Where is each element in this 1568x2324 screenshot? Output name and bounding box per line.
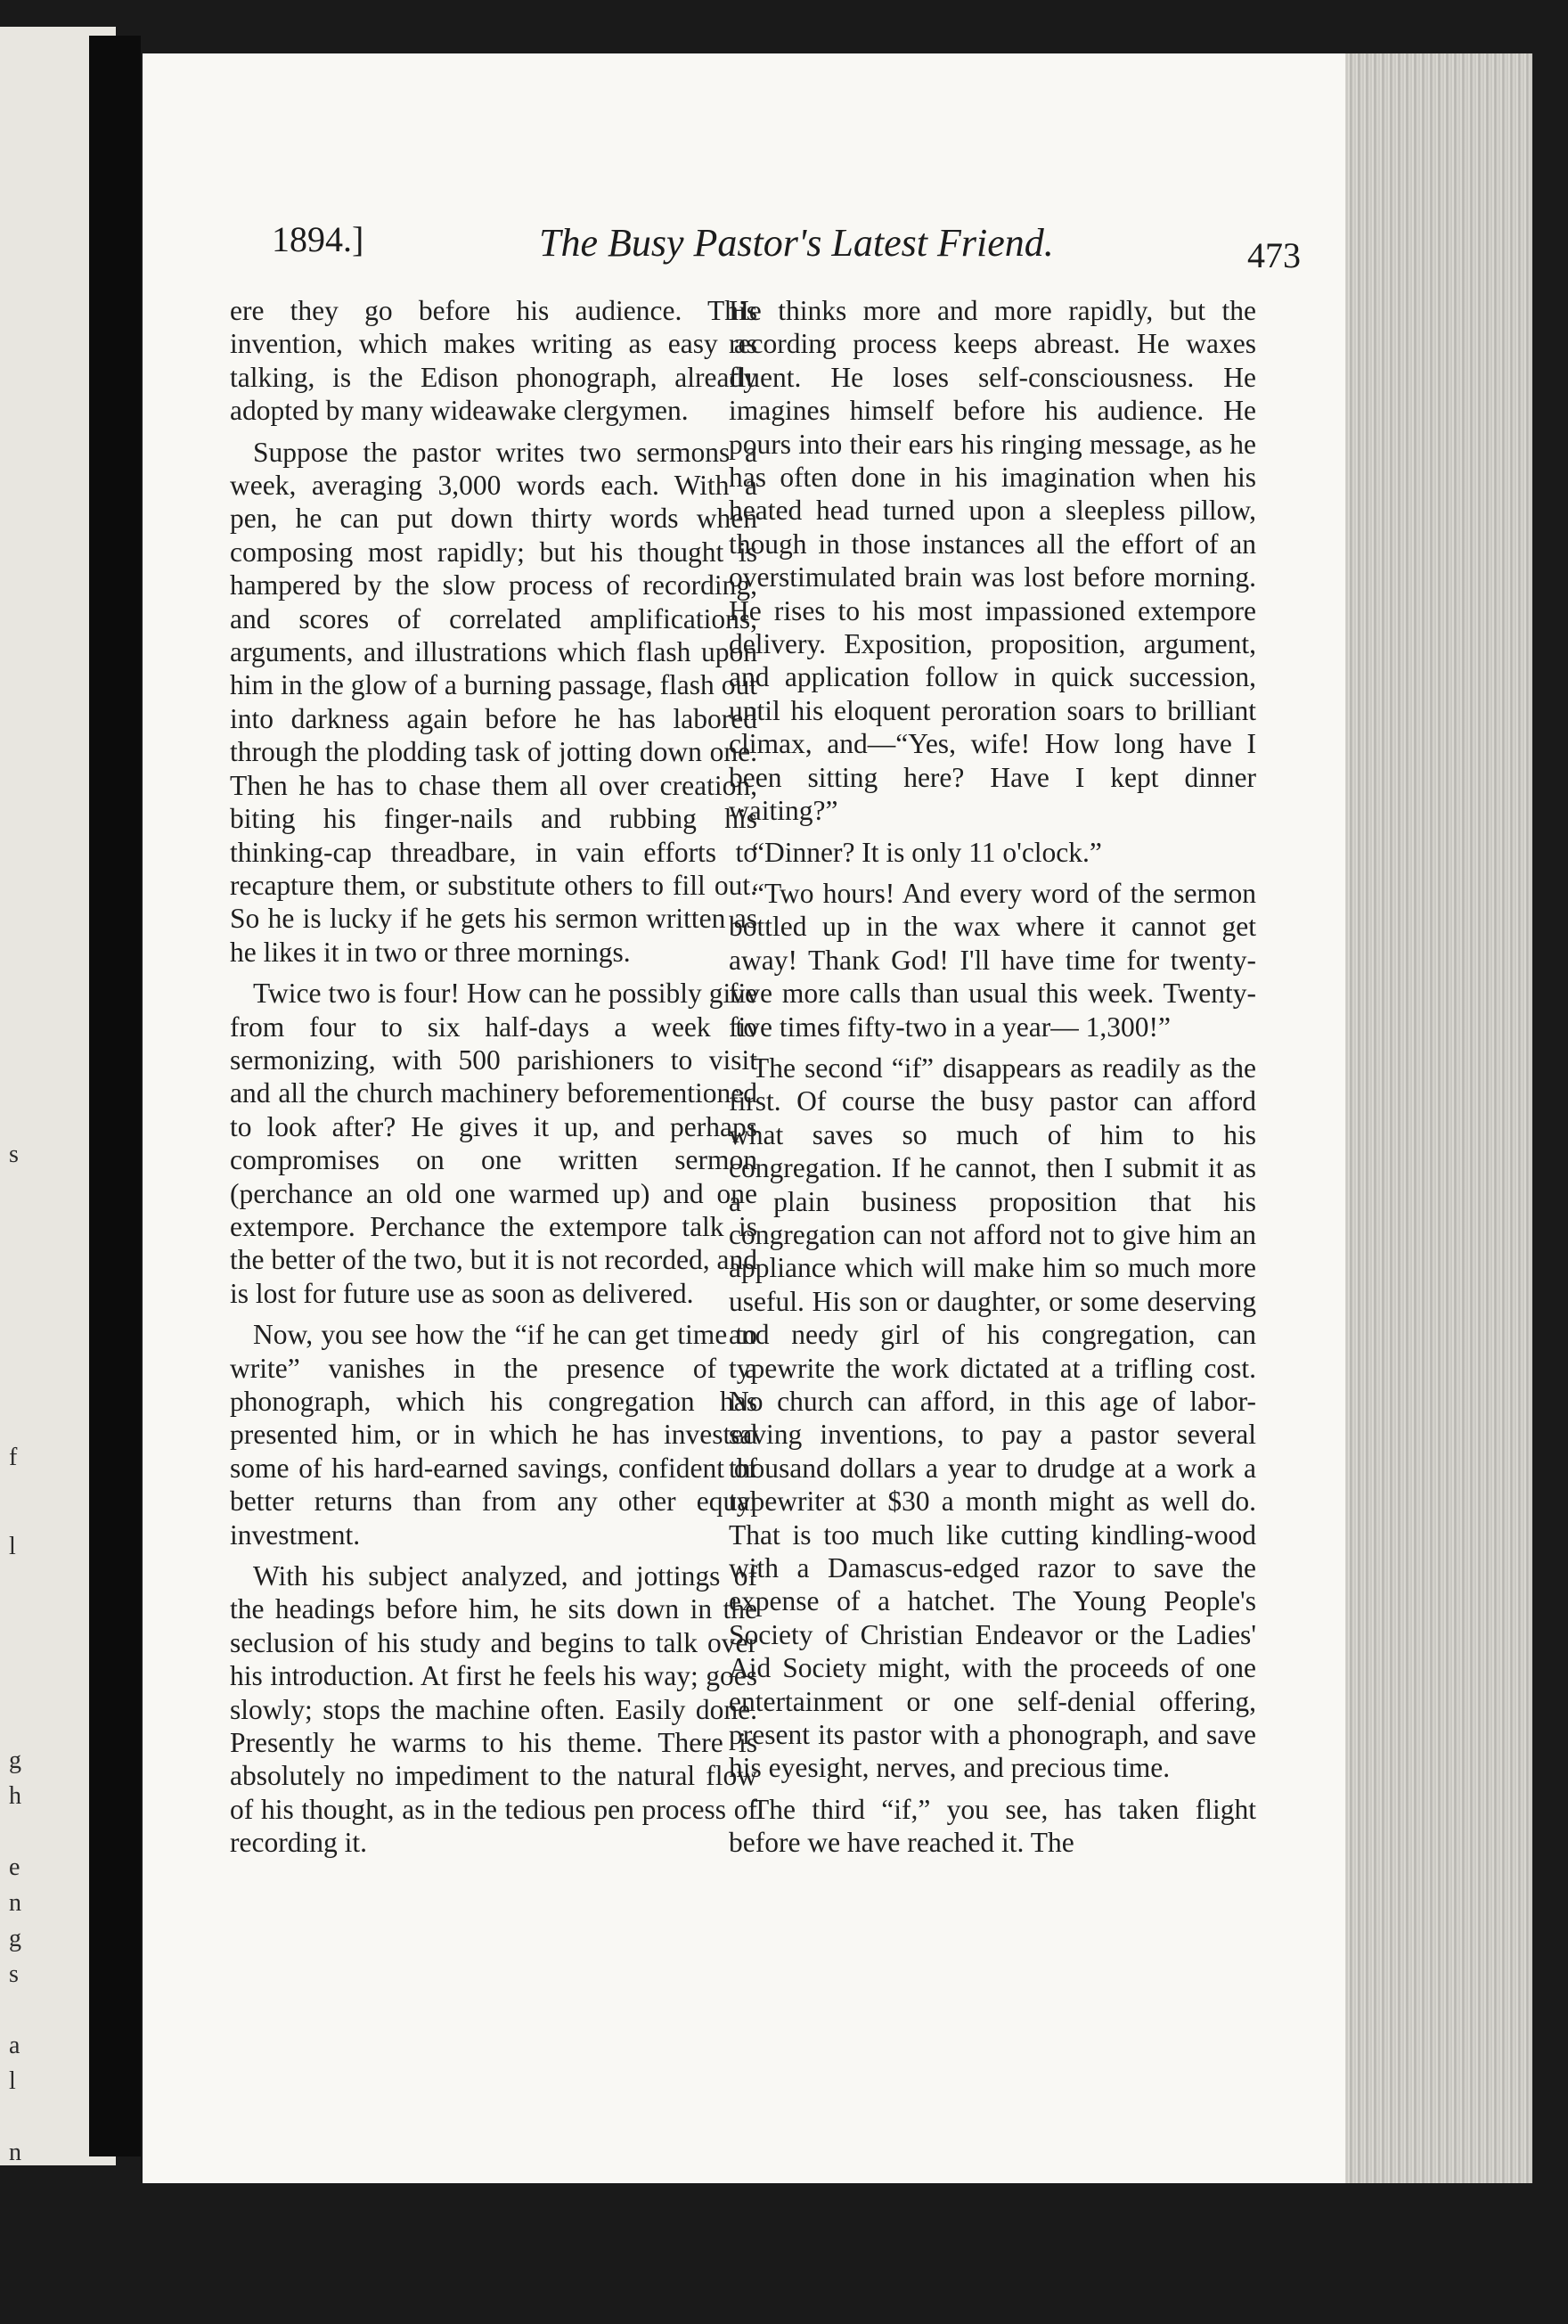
margin-fragment: g (9, 1747, 21, 1774)
paragraph: “Two hours! And every word of the sermon bottled up in the wax where it cannot get away! Thank God! I'll have time for twenty-five more calls than usual this week. Twenty-five times fifty-two in a year— 1,300!” (729, 877, 1256, 1043)
margin-fragment: n (9, 2139, 21, 2166)
right-text-column (729, 294, 1256, 1868)
margin-fragment: h (9, 1782, 21, 1810)
margin-fragment: n (9, 1889, 21, 1917)
margin-fragment: e (9, 1853, 20, 1881)
paragraph: He thinks more and more rapidly, but the recording process keeps abreast. He waxes fluent. He loses self-consciousness. He imagines himself before his audience. He pours into their ears his ringing message, as he has often done in his imagination when his heated head turned upon a sleepless pillow, though in those instances all the effort of an overstimulated brain was lost before morning. He rises to his most impassioned extempore delivery. Exposition, proposition, argument, and application follow in quick succession, until his eloquent peroration soars to brilliant climax, and—“Yes, wife! How long have I been sitting here? Have I kept dinner waiting?” (729, 295, 1256, 827)
paragraph: Suppose the pastor writes two sermons a week, averaging 3,000 words each. With a pen, he can put down thirty words when composing most rapidly; but his thought is hampered by the slow process of recording, and scores of correlated amplifications, arguments, and illustrations which flash upon him in the glow of a burning passage, flash out into darkness again before he has labored through the plodding task of jotting down one. Then he has to chase them all over creation, biting his finger-nails and rubbing his thinking-cap threadbare, in vain efforts to recapture them, or substitute others to fill out. So he is lucky if he gets his sermon written as he likes it in two or three mornings. (230, 436, 757, 968)
margin-fragment: f (9, 1444, 18, 1471)
margin-fragment: l (9, 1533, 16, 1560)
paragraph: “Dinner? It is only 11 o'clock.” (752, 836, 1102, 868)
left-text-column (230, 294, 757, 1868)
margin-fragment: s (9, 1141, 19, 1168)
paragraph: Now, you see how the “if he can get time to write” vanishes in the presence of a phonograph, which his congregation has presented him, or in which he has invested some of his hard-earned savings, confident of better returns than from any other equal investment. (230, 1319, 757, 1551)
paragraph: ere they go before his audience. This invention, which makes writing as easy as talking, is the Edison phonograph, already adopted by many wideawake clergymen. (230, 295, 757, 427)
paragraph: Twice two is four! How can he possibly give from four to six half-days a week to sermonizing, with 500 parishioners to visit and all the church machinery beforementioned to look after? He gives it up, and perhaps compromises on one written sermon (perchance an old one warmed up) and one extempore. Perchance the extempore talk is the better of the two, but it is not recorded, and is lost for future use as soon as delivered. (230, 978, 757, 1309)
page-number: 473 (1247, 235, 1301, 275)
margin-fragment: s (9, 1960, 19, 1988)
header-year: 1894.] (272, 219, 364, 259)
margin-fragment: g (9, 1925, 21, 1952)
paragraph: With his subject analyzed, and jottings of the headings before him, he sits down in the seclusion of his study and begins to talk over his introduction. At first he feels his way; goes slowly; stops the machine often. Easily done. Presently he warms to his theme. There is absolutely no impediment to the natural flow of his thought, as in the tedious pen process of recording it. (230, 1560, 757, 1859)
page-header (272, 209, 1301, 275)
margin-fragment: a (9, 2032, 20, 2059)
page-stack-edge (1345, 53, 1532, 2183)
paragraph: The third “if,” you see, has taken flight before we have reached it. The (729, 1793, 1256, 1859)
book-gutter (89, 36, 141, 2156)
paragraph: The second “if” disappears as readily as the first. Of course the busy pastor can afford what saves so much of him to his congregation. If he cannot, then I submit it as a plain business proposition that his congregation can not afford not to give him an appliance which will make him so much more useful. His son or daughter, or some deserving and needy girl of his congregation, can typewrite the work dictated at a trifling cost. No church can afford, in this age of labor-saving inventions, to pay a pastor several thousand dollars a year to drudge at a work a typewriter at $30 a month might as well do. That is too much like cutting kindling-wood with a Damascus-edged razor to save the expense of a hatchet. The Young People's Society of Christian Endeavor or the Ladies' Aid Society might, with the proceeds of one entertainment or one self-denial offering, present its pastor with a phonograph, and save his eyesight, nerves, and precious time. (729, 1052, 1256, 1784)
margin-fragment: l (9, 2067, 16, 2095)
running-title: The Busy Pastor's Latest Friend. (539, 221, 1054, 265)
